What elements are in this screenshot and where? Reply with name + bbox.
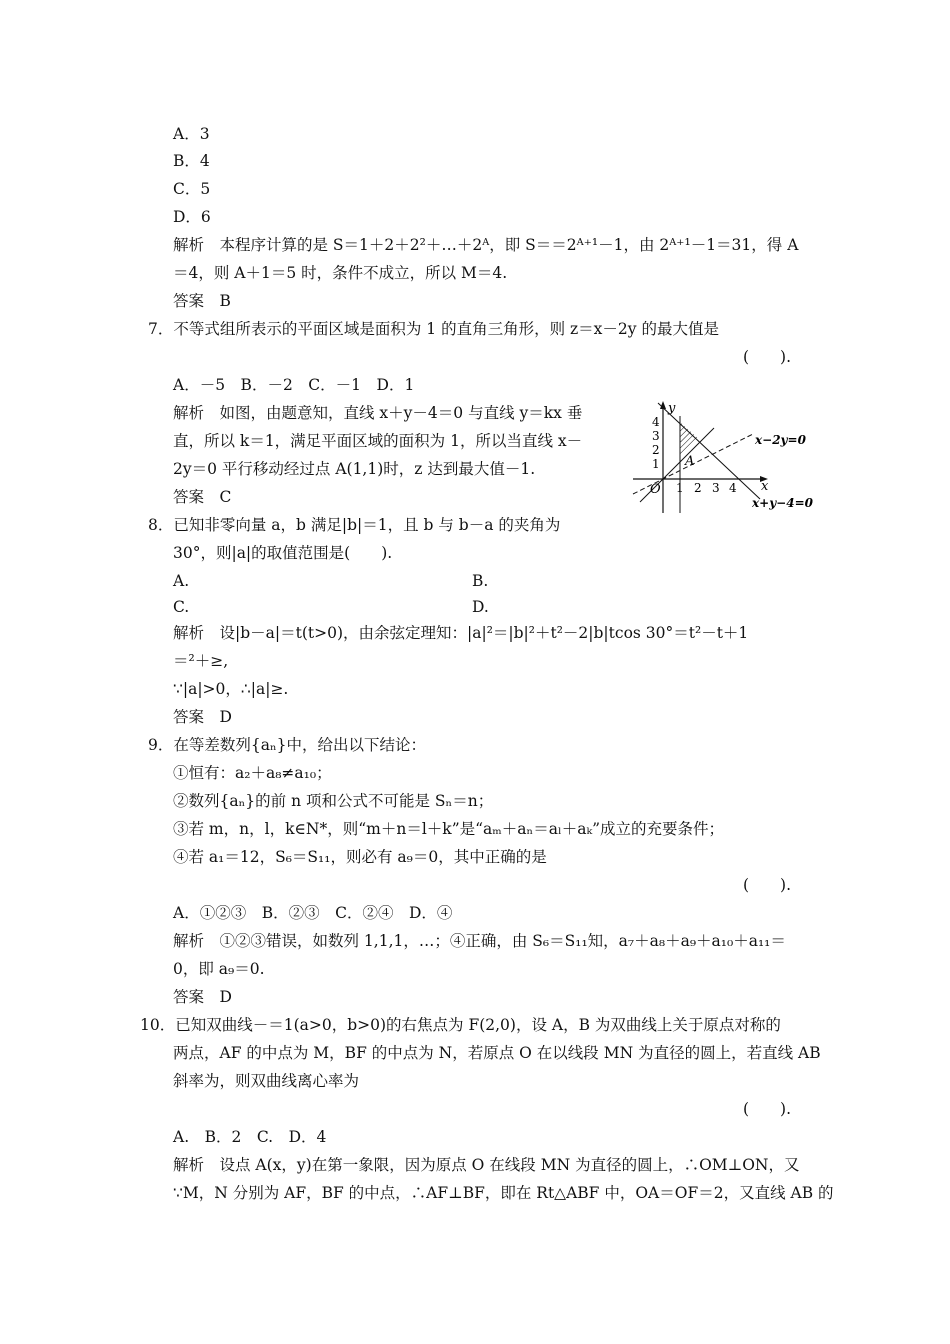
answer-line: 答案 C	[173, 488, 232, 506]
question-9: 9．在等差数列{aₙ}中，给出以下结论：	[148, 736, 427, 754]
tick-label: 4	[729, 481, 737, 495]
point-a-label: A	[685, 454, 695, 469]
solution-text: 直，所以 k＝1，满足平面区域的面积为 1，所以当直线 x－	[173, 432, 583, 450]
option-c: C.	[173, 598, 190, 616]
option-b: B．4	[173, 152, 210, 170]
solution-text: 0，即 a₉＝0.	[173, 960, 265, 978]
statement-4: ④若 a₁＝12，S₆＝S₁₁，则必有 a₉＝0，其中正确的是	[173, 848, 547, 866]
choices-line: A．①②③ B．②③ C．②④ D．④	[173, 904, 453, 922]
answer-line: 答案 D	[173, 708, 232, 726]
statement-1: ①恒有：a₂＋a₈≠a₁₀；	[173, 764, 332, 782]
choices-line: A. B．2 C. D．4	[173, 1128, 327, 1146]
tick-label: 1	[676, 481, 684, 495]
question-text: 两点，AF 的中点为 M，BF 的中点为 N，若原点 O 在以线段 MN 为直径的圆上，若直线 AB	[173, 1044, 821, 1062]
solution-text: 解析 如图，由题意知，直线 x＋y－4＝0 与直线 y＝kx 垂	[173, 404, 583, 422]
tick-label: 1	[652, 457, 660, 471]
statement-3: ③若 m，n，l，k∈N*，则“m＋n＝l＋k”是“aₘ＋aₙ＝aₗ＋aₖ”成立的充要条件；	[173, 820, 725, 838]
question-text: 30°，则|a|的取值范围是( ).	[173, 544, 393, 562]
choices-line: A．－5 B．－2 C．－1 D．1	[173, 376, 415, 394]
solution-text: 解析 设|b－a|＝t(t>0)，由余弦定理知：|a|²＝|b|²＋t²－2|b|tcos 30°＝t²－t＋1	[173, 624, 749, 642]
origin-label: O	[650, 482, 661, 497]
tick-label: 2	[652, 443, 660, 457]
tick-label: 2	[694, 481, 702, 495]
answer-line: 答案 B	[173, 292, 231, 310]
answer-blank: ( ).	[743, 876, 792, 894]
answer-line: 答案 D	[173, 988, 232, 1006]
tick-label: 3	[652, 429, 660, 443]
solution-text: 2y＝0 平行移动经过点 A(1,1)时，z 达到最大值－1.	[173, 460, 536, 478]
question-10: 10．已知双曲线－＝1(a>0，b>0)的右焦点为 F(2,0)，设 A，B 为双曲线上关于原点对称的	[140, 1016, 781, 1034]
solution-text: ∵M，N 分别为 AF，BF 的中点，∴AF⊥BF，即在 Rt△ABF 中，OA＝OF＝2，又直线 AB 的	[173, 1184, 834, 1202]
solution-text: ＝²＋≥,	[173, 652, 229, 670]
question-7: 7．不等式组所表示的平面区域是面积为 1 的直角三角形，则 z＝x－2y 的最大值是	[148, 320, 719, 338]
shaded-region	[680, 422, 698, 456]
solution-text: ∵|a|>0，∴|a|≥.	[173, 680, 289, 698]
option-a: A．3	[173, 125, 210, 143]
tick-label: 4	[652, 415, 660, 429]
answer-blank: ( ).	[743, 348, 792, 366]
solution-text: ＝4，则 A＋1＝5 时，条件不成立，所以 M＝4.	[173, 264, 508, 282]
line-label: x−2y=0	[755, 433, 806, 447]
tick-label: 3	[712, 481, 720, 495]
solution-text: 解析 本程序计算的是 S＝1＋2＋2²＋…＋2ᴬ，即 S＝＝2ᴬ⁺¹－1，由 2ᴬ⁺¹－1＝31，得 A	[173, 236, 799, 254]
solution-text: 解析 设点 A(x，y)在第一象限，因为原点 O 在线段 MN 为直径的圆上，∴OM⊥ON，又	[173, 1156, 800, 1174]
statement-2: ②数列{aₙ}的前 n 项和公式不可能是 Sₙ＝n；	[173, 792, 494, 810]
option-b: B.	[472, 572, 489, 590]
question-text: 斜率为，则双曲线离心率为	[173, 1072, 360, 1090]
option-c: C．5	[173, 180, 211, 198]
solution-text: 解析 ①②③错误，如数列 1,1,1，…；④正确，由 S₆＝S₁₁知，a₇＋a₈＋a₉＋a₁₀＋a₁₁＝	[173, 932, 786, 950]
option-a: A.	[173, 572, 190, 590]
answer-blank: ( ).	[743, 1100, 792, 1118]
y-label: y	[668, 401, 676, 416]
option-d: D．6	[173, 208, 211, 226]
question-8: 8．已知非零向量 a，b 满足|b|＝1，且 b 与 b－a 的夹角为	[148, 516, 561, 534]
line-x-plus-y	[658, 403, 760, 499]
line-label: x+y−4=0	[752, 496, 813, 510]
option-d: D.	[472, 598, 489, 616]
linear-region-figure	[628, 398, 818, 518]
x-label: x	[761, 479, 769, 494]
